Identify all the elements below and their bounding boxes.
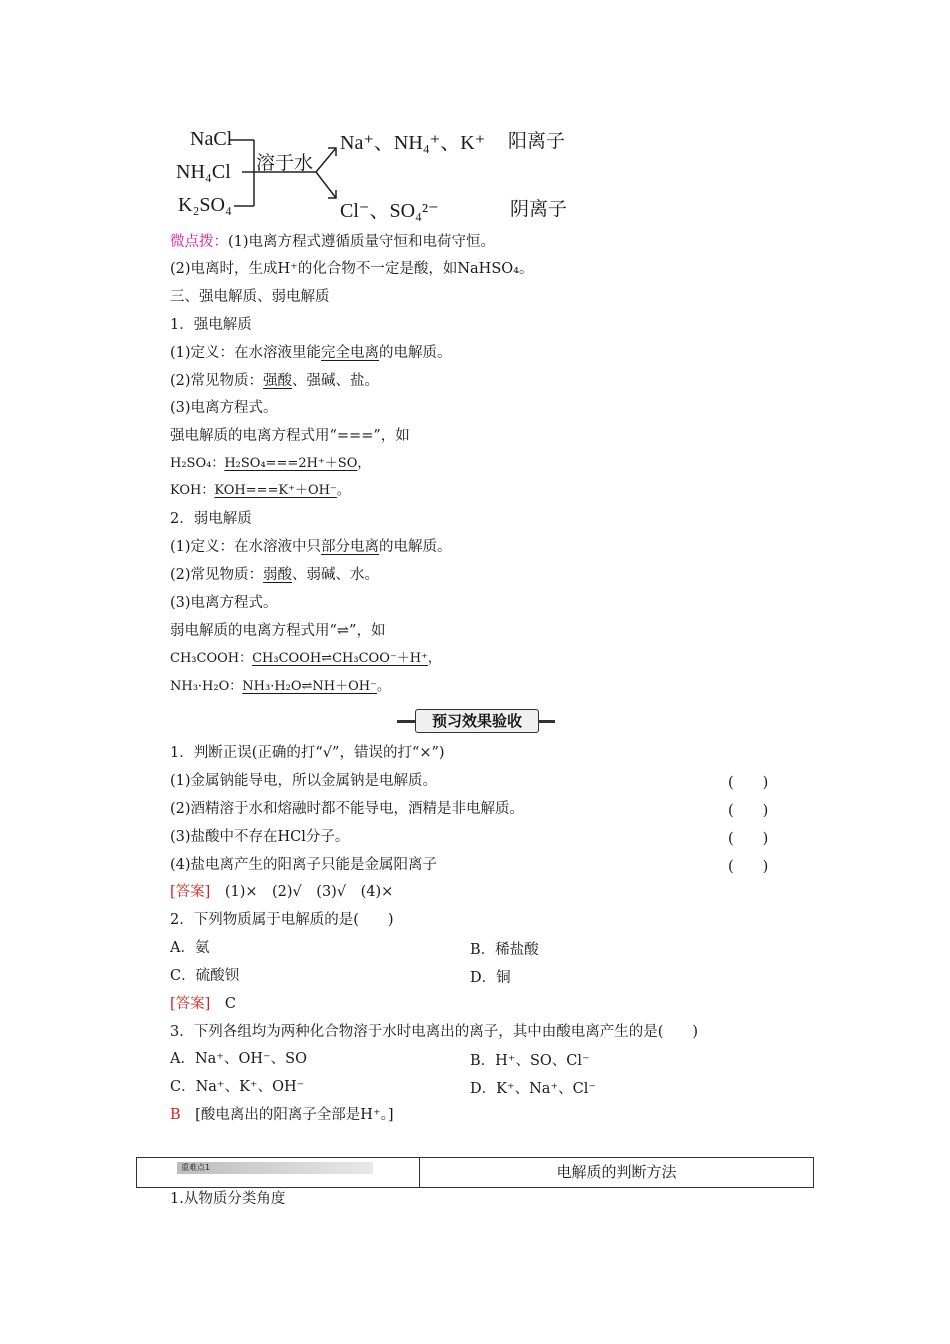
q3-answer <box>170 1105 394 1125</box>
text: (1)定义：在水溶液里能 <box>170 345 322 361</box>
underlined-answer: 弱酸 <box>263 567 293 583</box>
underlined-answer: 部分电离 <box>321 539 380 555</box>
text: 的电解质。 <box>379 345 452 361</box>
text: 的电解质。 <box>379 539 452 555</box>
key-point-tag: 重难点1 <box>177 1162 373 1174</box>
q1-answer <box>170 882 393 902</box>
underlined-answer: CH₃COOH⇌CH₃COO⁻＋H⁺ <box>252 651 428 666</box>
diagram-k2so4: K₂SO₄ <box>178 194 232 216</box>
text: ， <box>357 456 371 471</box>
q3-option-a: A．Na⁺、OH⁻、SO <box>170 1051 307 1067</box>
strong-heading: 1．强电解质 <box>170 317 252 333</box>
banner-bar-right <box>539 720 555 723</box>
banner-bar-left <box>397 720 415 723</box>
text: (2)常见物质： <box>170 567 264 583</box>
text: (2)常见物质： <box>170 373 264 389</box>
q1-paren-4: ( ) <box>728 859 769 875</box>
table-cell-tag <box>137 1158 420 1187</box>
strong-example-2 <box>170 481 350 501</box>
q1-item-2: (2)酒精溶于水和熔融时都不能导电，酒精是非电解质。 <box>170 801 525 817</box>
q1-item-3: (3)盐酸中不存在HCl分子。 <box>170 829 350 845</box>
weak-example-2 <box>170 677 390 697</box>
text: 、强碱、盐。 <box>292 373 380 389</box>
q2-option-d: D．铜 <box>470 970 511 986</box>
key-point-table <box>136 1157 814 1188</box>
tip-line-1 <box>170 232 495 252</box>
diagram-nacl: NaCl <box>190 128 233 150</box>
q1-stem: 1．判断正误(正确的打“√”，错误的打“×”) <box>170 745 445 761</box>
q3-option-b: B．H⁺、SO、Cl⁻ <box>470 1053 590 1069</box>
q3-option-d: D．K⁺、Na⁺、Cl⁻ <box>470 1081 596 1097</box>
q2-stem: 2．下列物质属于电解质的是( ) <box>170 912 394 928</box>
text: NH₃·H₂O： <box>170 679 243 694</box>
diagram-anion-label: 阴离子 <box>510 198 568 220</box>
weak-definition <box>170 537 452 557</box>
q2-answer <box>170 994 236 1014</box>
answer-label: [答案] <box>170 884 211 900</box>
weak-example-1 <box>170 649 441 669</box>
diagram-cations: Na⁺、NH₄⁺、K⁺ <box>340 132 486 154</box>
section-title: 三、强电解质、弱电解质 <box>170 289 330 305</box>
answer-text: C <box>224 996 236 1012</box>
text: 。 <box>377 679 391 694</box>
text: H₂SO₄： <box>170 456 225 471</box>
text: 。 <box>336 483 350 498</box>
table-cell-title: 电解质的判断方法 <box>556 1163 677 1181</box>
diagram-anions: Cl⁻、SO₄²⁻ <box>340 200 439 222</box>
diagram-nh4cl: NH₄Cl <box>176 161 231 183</box>
q1-paren-3: ( ) <box>728 831 769 847</box>
strong-definition <box>170 343 452 363</box>
q1-item-1: (1)金属钠能导电，所以金属钠是电解质。 <box>170 773 438 789</box>
weak-common <box>170 565 379 585</box>
answer-explanation: [酸电离出的阳离子全部是H⁺。] <box>195 1107 394 1123</box>
tip-line-2: (2)电离时，生成H⁺的化合物不一定是酸，如NaHSO₄。 <box>170 261 534 277</box>
strong-eq-note: 强电解质的电离方程式用“===”，如 <box>170 428 410 444</box>
q1-paren-1: ( ) <box>728 775 769 791</box>
text: (1)定义：在水溶液中只 <box>170 539 322 555</box>
last-line: 1.从物质分类角度 <box>170 1191 286 1207</box>
strong-eq-heading: (3)电离方程式。 <box>170 400 278 416</box>
tip-text-1: (1)电离方程式遵循质量守恒和电荷守恒。 <box>228 234 496 250</box>
text: CH₃COOH： <box>170 651 253 666</box>
text: KOH： <box>170 483 215 498</box>
section-banner <box>397 709 555 733</box>
q3-option-c: C．Na⁺、K⁺、OH⁻ <box>170 1079 305 1095</box>
diagram-process: 溶于水 <box>256 152 314 174</box>
weak-eq-note: 弱电解质的电离方程式用“⇌”，如 <box>170 623 386 639</box>
answer-text: (1)× (2)√ (3)√ (4)× <box>224 884 394 900</box>
underlined-answer: 完全电离 <box>321 345 380 361</box>
q2-option-c: C．硫酸钡 <box>170 968 240 984</box>
text: ， <box>427 651 441 666</box>
diagram-cation-label: 阳离子 <box>508 130 566 152</box>
text: 、弱碱、水。 <box>292 567 380 583</box>
strong-example-1 <box>170 454 370 474</box>
answer-label: [答案] <box>170 996 211 1012</box>
ionization-diagram <box>168 118 598 228</box>
underlined-answer: 强酸 <box>263 373 293 389</box>
q1-item-4: (4)盐电离产生的阳离子只能是金属阳离子 <box>170 857 438 873</box>
q2-option-b: B．稀盐酸 <box>470 942 539 958</box>
underlined-answer: H₂SO₄===2H⁺＋SO <box>224 456 358 471</box>
weak-eq-heading: (3)电离方程式。 <box>170 595 278 611</box>
strong-common <box>170 371 379 391</box>
underlined-answer: KOH===K⁺＋OH⁻ <box>214 483 337 498</box>
q2-option-a: A．氨 <box>170 940 210 956</box>
q3-stem: 3．下列各组均为两种化合物溶于水时电离出的离子，其中由酸电离产生的是( ) <box>170 1024 699 1040</box>
answer-letter: B <box>170 1107 181 1123</box>
tip-label: 微点拨： <box>170 234 228 250</box>
banner-label: 预习效果验收 <box>415 709 539 733</box>
underlined-answer: NH₃·H₂O⇌NH＋OH⁻ <box>242 679 377 694</box>
q1-paren-2: ( ) <box>728 803 769 819</box>
weak-heading: 2．弱电解质 <box>170 511 252 527</box>
